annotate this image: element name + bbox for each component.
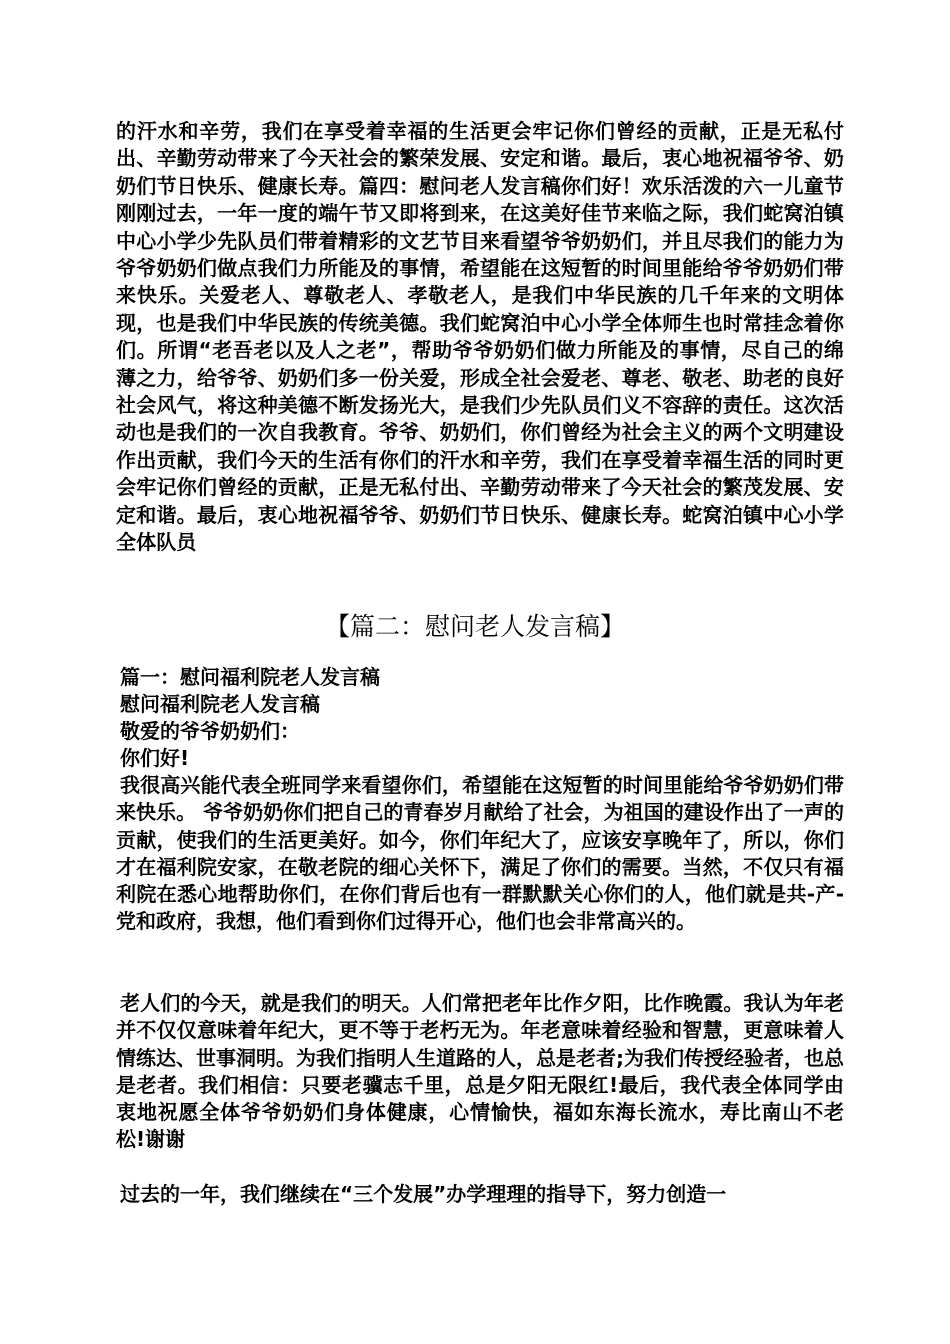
body-paragraph-2: 老人们的今天，就是我们的明天。人们常把老年比作夕阳，比作晚霞。我认为年老并不仅仅意味着年纪大，更不等于老朽无为。年老意味着经验和智慧，更意味着人情练达、世事洞明。为我们指明人生道路的人，总是老者;为我们传授经验者，也总是老者。我们相信：只要老骥志千里，总是夕阳无限红!最后，我代表全体同学由衷地祝愿全体爷爷奶奶们身体健康，心情愉快，福如东海长流水，寿比南山不老松!谢谢 (116, 991, 844, 1152)
body-paragraph-1: 我很高兴能代表全班同学来看望你们，希望能在这短暂的时间里能给爷爷奶奶们带来快乐。 爷爷奶奶你们把自己的青春岁月献给了社会，为祖国的建设作出了一声的贡献，使我们的生活更美好。如今，你们年纪大了，应该安享晚年了，所以，你们才在福利院安家，在敬老院的细心关怀下，满足了你们的需要。当然，不仅只有福利院在悉心地帮助你们，在你们背后也有一群默默关心你们的人，他们就是共-产-党和政府，我想，他们看到你们过得开心，他们也会非常高兴的。 (116, 773, 844, 934)
greeting: 你们好! (120, 746, 190, 770)
article-subheading: 慰问福利院老人发言稿 (120, 692, 320, 716)
section-title: 【篇二：慰问老人发言稿】 (324, 612, 625, 641)
body-paragraph-3: 过去的一年，我们继续在“三个发展”办学理理的指导下，努力创造一 (120, 1182, 727, 1206)
salutation: 敬爱的爷爷奶奶们： (120, 719, 300, 743)
article-heading: 篇一：慰问福利院老人发言稿 (120, 665, 380, 689)
opening-paragraph: 的汗水和辛劳，我们在享受着幸福的生活更会牢记你们曾经的贡献，正是无私付出、辛勤劳动带来了今天社会的繁荣发展、安定和谐。最后，衷心地祝福爷爷、奶奶们节日快乐、健康长寿。篇四：慰问老人发言稿你们好！欢乐活泼的六一儿童节刚刚过去，一年一度的端午节又即将到来，在这美好佳节来临之际，我们蛇窝泊镇中心小学少先队员们带着精彩的文艺节目来看望爷爷奶奶们，并且尽我们的能力为爷爷奶奶们做点我们力所能及的事情，希望能在这短暂的时间里能给爷爷奶奶们带来快乐。关爱老人、尊敬老人、孝敬老人，是我们中华民族的几千年来的文明体现，也是我们中华民族的传统美德。我们蛇窝泊中心小学全体师生也时常挂念着你们。所谓“老吾老以及人之老”，帮助爷爷奶奶们做力所能及的事情，尽自己的绵薄之力，给爷爷、奶奶们多一份关爱，形成全社会爱老、尊老、敬老、助老的良好社会风气，将这种美德不断发扬光大，是我们少先队员们义不容辞的责任。这次活动也是我们的一次自我教育。爷爷、奶奶们，你们曾经为社会主义的两个文明建设作出贡献，我们今天的生活有你们的汗水和辛劳，我们在享受着幸福生活的同时更会牢记你们曾经的贡献，正是无私付出、辛勤劳动带来了今天社会的繁茂发展、安定和谐。最后，衷心地祝福爷爷、奶奶们节日快乐、健康长寿。蛇窝泊镇中心小学全体队员 (116, 119, 844, 555)
